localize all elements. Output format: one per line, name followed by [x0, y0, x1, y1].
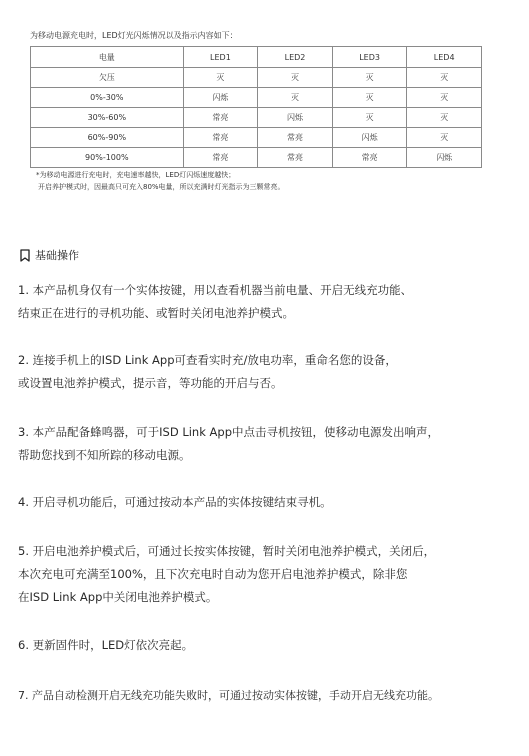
table-cell: 常亮: [183, 108, 258, 128]
table-intro: 为移动电源充电时，LED灯光闪烁情况以及指示内容如下：: [30, 31, 238, 40]
paragraph-7: [18, 684, 439, 707]
paragraph-5: [18, 540, 435, 609]
bookmark-icon: [20, 249, 30, 262]
table-row: [31, 88, 482, 108]
table-row: [31, 108, 482, 128]
led-status-table: [30, 46, 482, 168]
paragraph-line: 4. 开启寻机功能后，可通过按动本产品的实体按键结束寻机。: [18, 495, 332, 509]
column-header: 电量: [31, 47, 184, 68]
table-cell: 灭: [258, 68, 333, 88]
paragraph-line: 3. 本产品配备蜂鸣器，可于ISD Link App中点击寻机按钮，使移动电源发出响声，: [18, 425, 439, 439]
table-cell: 闪烁: [407, 148, 482, 168]
table-cell: 灭: [332, 68, 407, 88]
paragraph-line: 在ISD Link App中关闭电池养护模式。: [18, 590, 218, 604]
table-cell: 60%-90%: [31, 128, 184, 148]
table-cell: 灭: [407, 68, 482, 88]
table-cell: 90%-100%: [31, 148, 184, 168]
column-header: LED1: [183, 47, 258, 68]
table-cell: 30%-60%: [31, 108, 184, 128]
table-row: [31, 128, 482, 148]
section-title: 基础操作: [35, 249, 79, 262]
column-header: LED2: [258, 47, 333, 68]
paragraph-line: 2. 连接手机上的ISD Link App可查看实时充/放电功率，重命名您的设备，: [18, 353, 397, 367]
table-cell: 灭: [332, 108, 407, 128]
paragraph-line: 本次充电可充满至100%，且下次充电时自动为您开启电池养护模式，除非您: [18, 567, 408, 581]
paragraph-4: [18, 491, 332, 514]
table-cell: 闪烁: [332, 128, 407, 148]
table-cell: 常亮: [258, 128, 333, 148]
paragraph-line: 1. 本产品机身仅有一个实体按键，用以查看机器当前电量、开启无线充功能、: [18, 283, 413, 297]
table-cell: 常亮: [183, 128, 258, 148]
column-header: LED4: [407, 47, 482, 68]
paragraph-3: [18, 421, 439, 467]
table-header-row: [31, 47, 482, 68]
paragraph-line: 6. 更新固件时，LED灯依次亮起。: [18, 638, 194, 652]
paragraph-line: 帮助您找到不知所踪的移动电源。: [18, 448, 191, 462]
table-cell: 灭: [407, 128, 482, 148]
table-cell: 闪烁: [258, 108, 333, 128]
table-cell: 灭: [258, 88, 333, 108]
section-heading: [20, 247, 79, 263]
paragraph-line: 或设置电池养护模式，提示音，等功能的开启与否。: [18, 376, 283, 390]
column-header: LED3: [332, 47, 407, 68]
table-cell: 灭: [332, 88, 407, 108]
table-notes: [36, 169, 285, 193]
paragraph-2: [18, 349, 397, 395]
table-row: [31, 68, 482, 88]
table-cell: 0%-30%: [31, 88, 184, 108]
note-line: *为移动电源进行充电时，充电速率越快，LED灯闪烁速度越快；: [36, 171, 236, 179]
paragraph-line: 7. 产品自动检测开启无线充功能失败时，可通过按动实体按键，手动开启无线充功能。: [18, 689, 439, 702]
paragraph-line: 结束正在进行的寻机功能、或暂时关闭电池养护模式。: [18, 306, 294, 320]
table-cell: 灭: [407, 88, 482, 108]
table-cell: 闪烁: [183, 88, 258, 108]
table-cell: 灭: [183, 68, 258, 88]
table-row: [31, 148, 482, 168]
paragraph-line: 5. 开启电池养护模式后，可通过长按实体按键，暂时关闭电池养护模式，关闭后，: [18, 544, 436, 558]
paragraph-6: [18, 634, 193, 657]
table-cell: 灭: [407, 108, 482, 128]
table-cell: 常亮: [183, 148, 258, 168]
table-cell: 常亮: [332, 148, 407, 168]
table-cell: 常亮: [258, 148, 333, 168]
table-cell: 欠压: [31, 68, 184, 88]
note-line: 开启养护模式时，因最高只可充入80%电量，所以充满时灯光指示为三颗常亮。: [38, 183, 285, 191]
paragraph-1: [18, 279, 412, 325]
